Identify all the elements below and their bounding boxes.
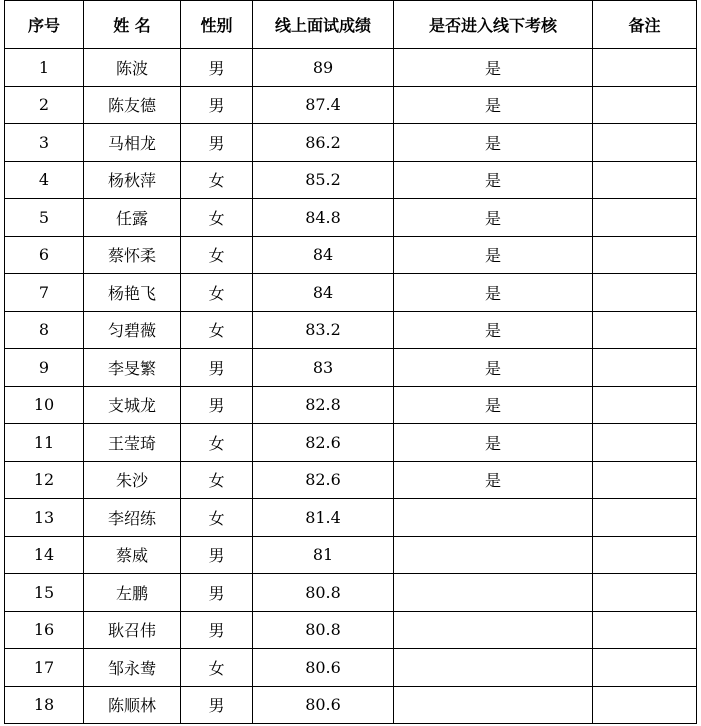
cell-gender: 男: [181, 49, 253, 87]
cell-advance: 是: [394, 386, 593, 424]
cell-score: 84: [253, 236, 394, 274]
table-row: [5, 349, 697, 387]
cell-name: 支城龙: [84, 386, 181, 424]
cell-number: 11: [5, 424, 84, 462]
cell-remark: [593, 161, 697, 199]
cell-number: 10: [5, 386, 84, 424]
cell-advance: 是: [394, 236, 593, 274]
cell-advance: 是: [394, 199, 593, 237]
cell-gender: 男: [181, 386, 253, 424]
cell-gender: 男: [181, 536, 253, 574]
cell-remark: [593, 199, 697, 237]
cell-advance: 是: [394, 311, 593, 349]
cell-advance: [394, 499, 593, 537]
cell-gender: 男: [181, 124, 253, 162]
cell-gender: 男: [181, 86, 253, 124]
cell-score: 85.2: [253, 161, 394, 199]
cell-number: 13: [5, 499, 84, 537]
cell-remark: [593, 49, 697, 87]
cell-remark: [593, 349, 697, 387]
cell-remark: [593, 461, 697, 499]
cell-remark: [593, 611, 697, 649]
header-score: 线上面试成绩: [253, 1, 394, 49]
cell-advance: 是: [394, 349, 593, 387]
cell-remark: [593, 311, 697, 349]
table-row: [5, 386, 697, 424]
table-row: [5, 311, 697, 349]
table-row: [5, 649, 697, 687]
cell-name: 陈友德: [84, 86, 181, 124]
cell-gender: 女: [181, 499, 253, 537]
cell-name: 邹永鸯: [84, 649, 181, 687]
table-row: [5, 49, 697, 87]
results-table: [4, 0, 697, 724]
header-name: 姓 名: [84, 1, 181, 49]
cell-gender: 男: [181, 686, 253, 724]
cell-name: 耿召伟: [84, 611, 181, 649]
cell-name: 匀碧薇: [84, 311, 181, 349]
table-row: [5, 499, 697, 537]
cell-advance: 是: [394, 461, 593, 499]
cell-score: 86.2: [253, 124, 394, 162]
cell-score: 82.6: [253, 461, 394, 499]
table-row: [5, 461, 697, 499]
cell-remark: [593, 536, 697, 574]
cell-score: 84: [253, 274, 394, 312]
cell-score: 82.8: [253, 386, 394, 424]
cell-number: 3: [5, 124, 84, 162]
cell-remark: [593, 686, 697, 724]
cell-number: 2: [5, 86, 84, 124]
cell-name: 朱沙: [84, 461, 181, 499]
table-row: [5, 611, 697, 649]
cell-advance: 是: [394, 124, 593, 162]
cell-number: 8: [5, 311, 84, 349]
cell-gender: 女: [181, 424, 253, 462]
cell-name: 杨艳飞: [84, 274, 181, 312]
cell-remark: [593, 86, 697, 124]
table-row: [5, 161, 697, 199]
cell-gender: 男: [181, 611, 253, 649]
cell-name: 王莹琦: [84, 424, 181, 462]
cell-advance: 是: [394, 161, 593, 199]
cell-number: 17: [5, 649, 84, 687]
cell-gender: 女: [181, 311, 253, 349]
cell-advance: 是: [394, 49, 593, 87]
cell-advance: [394, 574, 593, 612]
cell-gender: 男: [181, 349, 253, 387]
table-row: [5, 424, 697, 462]
table-body: [5, 49, 697, 724]
cell-remark: [593, 424, 697, 462]
cell-number: 9: [5, 349, 84, 387]
cell-advance: 是: [394, 274, 593, 312]
cell-gender: 女: [181, 199, 253, 237]
cell-name: 蔡怀柔: [84, 236, 181, 274]
cell-remark: [593, 574, 697, 612]
cell-name: 陈顺林: [84, 686, 181, 724]
cell-name: 杨秋萍: [84, 161, 181, 199]
table-row: [5, 274, 697, 312]
cell-gender: 女: [181, 274, 253, 312]
cell-number: 18: [5, 686, 84, 724]
header-number: 序号: [5, 1, 84, 49]
cell-score: 87.4: [253, 86, 394, 124]
cell-number: 14: [5, 536, 84, 574]
cell-name: 马相龙: [84, 124, 181, 162]
cell-remark: [593, 124, 697, 162]
cell-number: 6: [5, 236, 84, 274]
cell-advance: [394, 536, 593, 574]
cell-number: 5: [5, 199, 84, 237]
cell-score: 89: [253, 49, 394, 87]
cell-name: 李绍练: [84, 499, 181, 537]
cell-score: 81.4: [253, 499, 394, 537]
cell-gender: 女: [181, 461, 253, 499]
cell-score: 80.6: [253, 686, 394, 724]
cell-name: 陈波: [84, 49, 181, 87]
cell-advance: [394, 611, 593, 649]
cell-remark: [593, 274, 697, 312]
table-row: [5, 686, 697, 724]
cell-gender: 女: [181, 649, 253, 687]
cell-remark: [593, 386, 697, 424]
cell-gender: 女: [181, 161, 253, 199]
cell-name: 左鹏: [84, 574, 181, 612]
cell-name: 李旻繁: [84, 349, 181, 387]
cell-remark: [593, 649, 697, 687]
table-row: [5, 124, 697, 162]
header-remark: 备注: [593, 1, 697, 49]
header-row: [5, 1, 697, 49]
cell-remark: [593, 499, 697, 537]
cell-score: 84.8: [253, 199, 394, 237]
cell-advance: 是: [394, 424, 593, 462]
header-gender: 性别: [181, 1, 253, 49]
cell-number: 4: [5, 161, 84, 199]
cell-score: 80.8: [253, 574, 394, 612]
table-row: [5, 86, 697, 124]
cell-number: 1: [5, 49, 84, 87]
cell-name: 蔡威: [84, 536, 181, 574]
cell-score: 83.2: [253, 311, 394, 349]
cell-advance: 是: [394, 86, 593, 124]
cell-gender: 女: [181, 236, 253, 274]
cell-advance: [394, 649, 593, 687]
cell-advance: [394, 686, 593, 724]
cell-number: 12: [5, 461, 84, 499]
cell-score: 83: [253, 349, 394, 387]
cell-score: 81: [253, 536, 394, 574]
table-row: [5, 236, 697, 274]
table-row: [5, 574, 697, 612]
cell-number: 15: [5, 574, 84, 612]
header-advance: 是否进入线下考核: [394, 1, 593, 49]
cell-score: 80.8: [253, 611, 394, 649]
cell-number: 16: [5, 611, 84, 649]
cell-name: 任露: [84, 199, 181, 237]
cell-number: 7: [5, 274, 84, 312]
cell-gender: 男: [181, 574, 253, 612]
table-row: [5, 536, 697, 574]
cell-score: 82.6: [253, 424, 394, 462]
table-row: [5, 199, 697, 237]
cell-remark: [593, 236, 697, 274]
cell-score: 80.6: [253, 649, 394, 687]
